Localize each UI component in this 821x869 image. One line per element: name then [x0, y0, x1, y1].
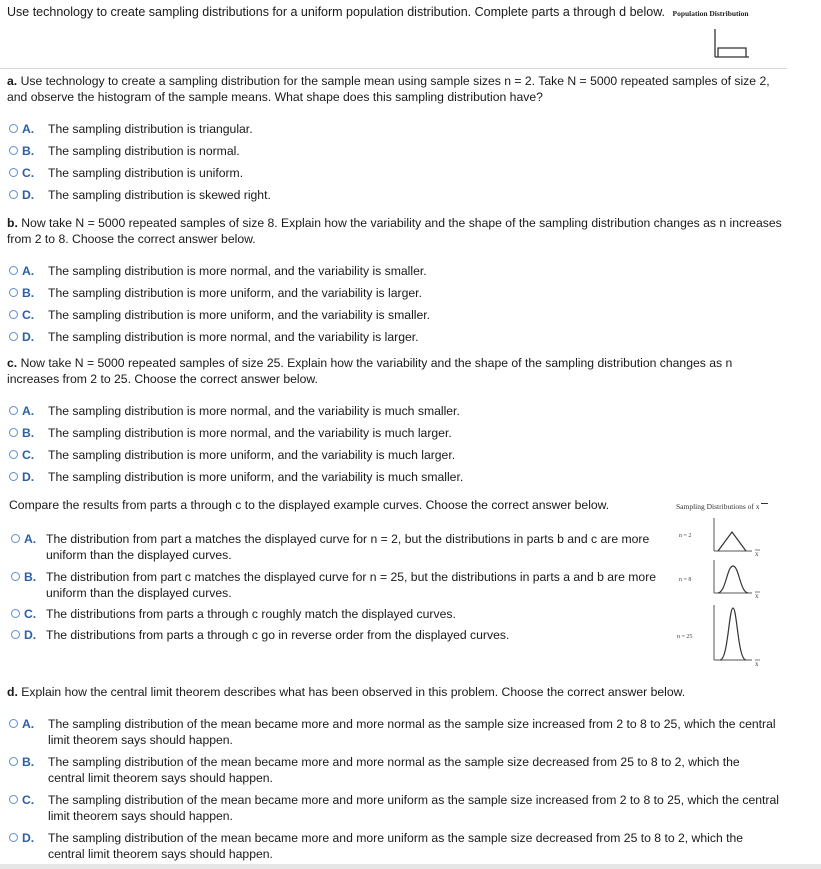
part-c-option-c[interactable] — [9, 447, 779, 469]
part-c-options — [9, 403, 779, 491]
option-text: The sampling distribution is more uniform, and the variability is much larger. — [48, 448, 456, 462]
option-text: The sampling distribution is more normal, and the variability is much smaller. — [48, 404, 460, 418]
radio-icon[interactable] — [9, 266, 18, 275]
radio-icon[interactable] — [11, 572, 20, 581]
narrow-bell-curve — [720, 608, 746, 660]
radio-icon[interactable] — [9, 406, 18, 415]
part-b-option-b[interactable] — [9, 285, 779, 307]
option-letter: A. — [22, 122, 35, 136]
sampling-distributions-title — [676, 502, 768, 511]
instructions-header — [7, 5, 807, 19]
uniform-curve — [718, 48, 746, 57]
option-text: The distribution from part c matches the displayed curve for n = 25, but the distributions in parts a and b are more uniform than the displayed curves. — [46, 570, 657, 600]
part-c-question — [7, 355, 782, 387]
curve-n25[interactable] — [712, 605, 770, 667]
option-letter: C. — [22, 793, 35, 807]
option-letter: D. — [22, 330, 35, 344]
radio-icon[interactable] — [9, 332, 18, 341]
part-b-option-a[interactable] — [9, 263, 779, 285]
part-d-option-b[interactable] — [9, 754, 779, 792]
figure-title-text: Sampling Distributions of x — [676, 502, 760, 511]
curve-label-n25: n = 25 — [677, 634, 693, 640]
part-d-question — [7, 684, 782, 700]
compare-question: Compare the results from parts a through c to the displayed example curves. Choose the correct answer below. — [9, 498, 610, 512]
part-b-label: b. — [7, 216, 18, 230]
radio-icon[interactable] — [9, 190, 18, 199]
option-text: The sampling distribution is skewed right. — [48, 188, 271, 202]
part-a-option-b[interactable] — [9, 143, 779, 165]
option-text: The sampling distribution is more normal, and the variability is larger. — [48, 330, 419, 344]
option-letter: A. — [22, 404, 35, 418]
mean-bar — [761, 503, 768, 504]
radio-icon[interactable] — [9, 288, 18, 297]
part-a-label: a. — [7, 74, 18, 88]
compare-option-d[interactable] — [11, 627, 661, 648]
radio-icon[interactable] — [9, 450, 18, 459]
option-text: The distributions from parts a through c go in reverse order from the displayed curves. — [46, 628, 510, 642]
population-distribution-title: Population Distribution — [672, 9, 749, 18]
option-letter: C. — [22, 448, 35, 462]
option-letter: D. — [22, 831, 35, 845]
part-b-question — [7, 215, 782, 247]
part-a-question — [7, 73, 782, 105]
option-text: The sampling distribution of the mean became more and more normal as the sample size decreased from 25 to 8 to 2, which the central limit theorem says should happen. — [48, 755, 740, 785]
radio-icon[interactable] — [11, 609, 20, 618]
part-d-option-d[interactable] — [9, 830, 779, 868]
radio-icon[interactable] — [9, 146, 18, 155]
compare-options — [11, 531, 661, 648]
option-letter: D. — [22, 470, 35, 484]
option-letter: B. — [22, 755, 35, 769]
option-letter: A. — [24, 532, 37, 546]
option-letter: A. — [22, 717, 35, 731]
curve-label-n8: n = 8 — [679, 577, 692, 583]
radio-icon[interactable] — [11, 534, 20, 543]
part-b-option-c[interactable] — [9, 307, 779, 329]
option-text: The sampling distribution of the mean became more and more uniform as the sample size increased from 2 to 8 to 25, which the central limit theorem says should happen. — [48, 793, 779, 823]
option-letter: A. — [22, 264, 35, 278]
part-b-options — [9, 263, 779, 351]
radio-icon[interactable] — [9, 472, 18, 481]
header-divider — [0, 68, 787, 69]
radio-icon[interactable] — [9, 124, 18, 133]
option-letter: B. — [24, 570, 37, 584]
part-d-label: d. — [7, 685, 18, 699]
option-text: The sampling distribution is more uniform, and the variability is larger. — [48, 286, 422, 300]
part-c-label: c. — [7, 356, 18, 370]
x-bar-label: x — [755, 592, 759, 600]
part-d-options — [9, 716, 779, 868]
option-text: The sampling distribution is normal. — [48, 144, 240, 158]
part-c-option-a[interactable] — [9, 403, 779, 425]
option-letter: D. — [24, 628, 37, 642]
option-text: The sampling distribution is more uniform, and the variability is smaller. — [48, 308, 431, 322]
part-b-text: Now take N = 5000 repeated samples of size 8. Explain how the variability and the shape of the sampling distribution changes as n increases from 2 to 8. Choose the correct answer below. — [7, 216, 782, 246]
part-a-option-d[interactable] — [9, 187, 779, 209]
option-text: The sampling distribution of the mean became more and more uniform as the sample size decreased from 25 to 8 to 2, which the central limit theorem says should happen. — [48, 831, 744, 861]
part-c-option-d[interactable] — [9, 469, 779, 491]
radio-icon[interactable] — [9, 795, 18, 804]
curve-n8[interactable] — [712, 560, 770, 602]
option-letter: B. — [22, 426, 35, 440]
part-d-option-a[interactable] — [9, 716, 779, 754]
x-bar-label: x — [755, 660, 759, 667]
radio-icon[interactable] — [9, 310, 18, 319]
option-text: The sampling distribution is more normal, and the variability is much larger. — [48, 426, 452, 440]
part-a-options — [9, 121, 779, 209]
option-letter: C. — [22, 308, 35, 322]
instruction-text: Use technology to create sampling distributions for a uniform population distribution. Complete parts a through d below. — [7, 5, 666, 19]
part-a-option-a[interactable] — [9, 121, 779, 143]
option-text: The sampling distribution is more uniform, and the variability is much smaller. — [48, 470, 464, 484]
option-text: The distributions from parts a through c roughly match the displayed curves. — [46, 607, 456, 621]
compare-option-a[interactable] — [11, 531, 661, 569]
part-d-text: Explain how the central limit theorem describes what has been observed in this problem. Choose the correct answer below. — [21, 685, 686, 699]
radio-icon[interactable] — [9, 719, 18, 728]
compare-option-c[interactable] — [11, 606, 661, 627]
triangular-curve — [718, 532, 746, 551]
option-text: The sampling distribution is triangular. — [48, 122, 253, 136]
radio-icon[interactable] — [9, 833, 18, 842]
option-letter: D. — [22, 188, 35, 202]
part-c-option-b[interactable] — [9, 425, 779, 447]
radio-icon[interactable] — [9, 168, 18, 177]
population-distribution-thumbnail[interactable] — [712, 28, 752, 60]
part-a-text: Use technology to create a sampling distribution for the sample mean using sample sizes n = 2. Take N = 5000 repeated samples of size 2, and observe the histogram of the sample means. What shape does this sampling distribution have? — [7, 74, 770, 104]
compare-option-b[interactable] — [11, 569, 661, 606]
option-letter: C. — [24, 607, 37, 621]
part-d-option-c[interactable] — [9, 792, 779, 830]
option-letter: C. — [22, 166, 35, 180]
part-b-option-d[interactable] — [9, 329, 779, 351]
part-a-option-c[interactable] — [9, 165, 779, 187]
option-letter: B. — [22, 286, 35, 300]
curve-n2[interactable] — [712, 518, 770, 560]
option-text: The sampling distribution of the mean became more and more normal as the sample size increased from 2 to 8 to 25, which the central limit theorem says should happen. — [48, 717, 776, 747]
part-c-text: Now take N = 5000 repeated samples of size 25. Explain how the variability and the shape of the sampling distribution changes as n increases from 2 to 25. Choose the correct answer below. — [7, 356, 733, 386]
option-text: The distribution from part a matches the displayed curve for n = 2, but the distributions in parts b and c are more uniform than the displayed curves. — [46, 532, 650, 562]
curve-label-n2: n = 2 — [679, 533, 692, 539]
option-letter: B. — [22, 144, 35, 158]
option-text: The sampling distribution is more normal, and the variability is smaller. — [48, 264, 427, 278]
option-text: The sampling distribution is uniform. — [48, 166, 244, 180]
radio-icon[interactable] — [11, 630, 20, 639]
bell-curve — [718, 566, 748, 593]
bottom-scroll-edge — [0, 864, 821, 869]
radio-icon[interactable] — [9, 428, 18, 437]
x-bar-label: x — [755, 550, 759, 558]
radio-icon[interactable] — [9, 757, 18, 766]
